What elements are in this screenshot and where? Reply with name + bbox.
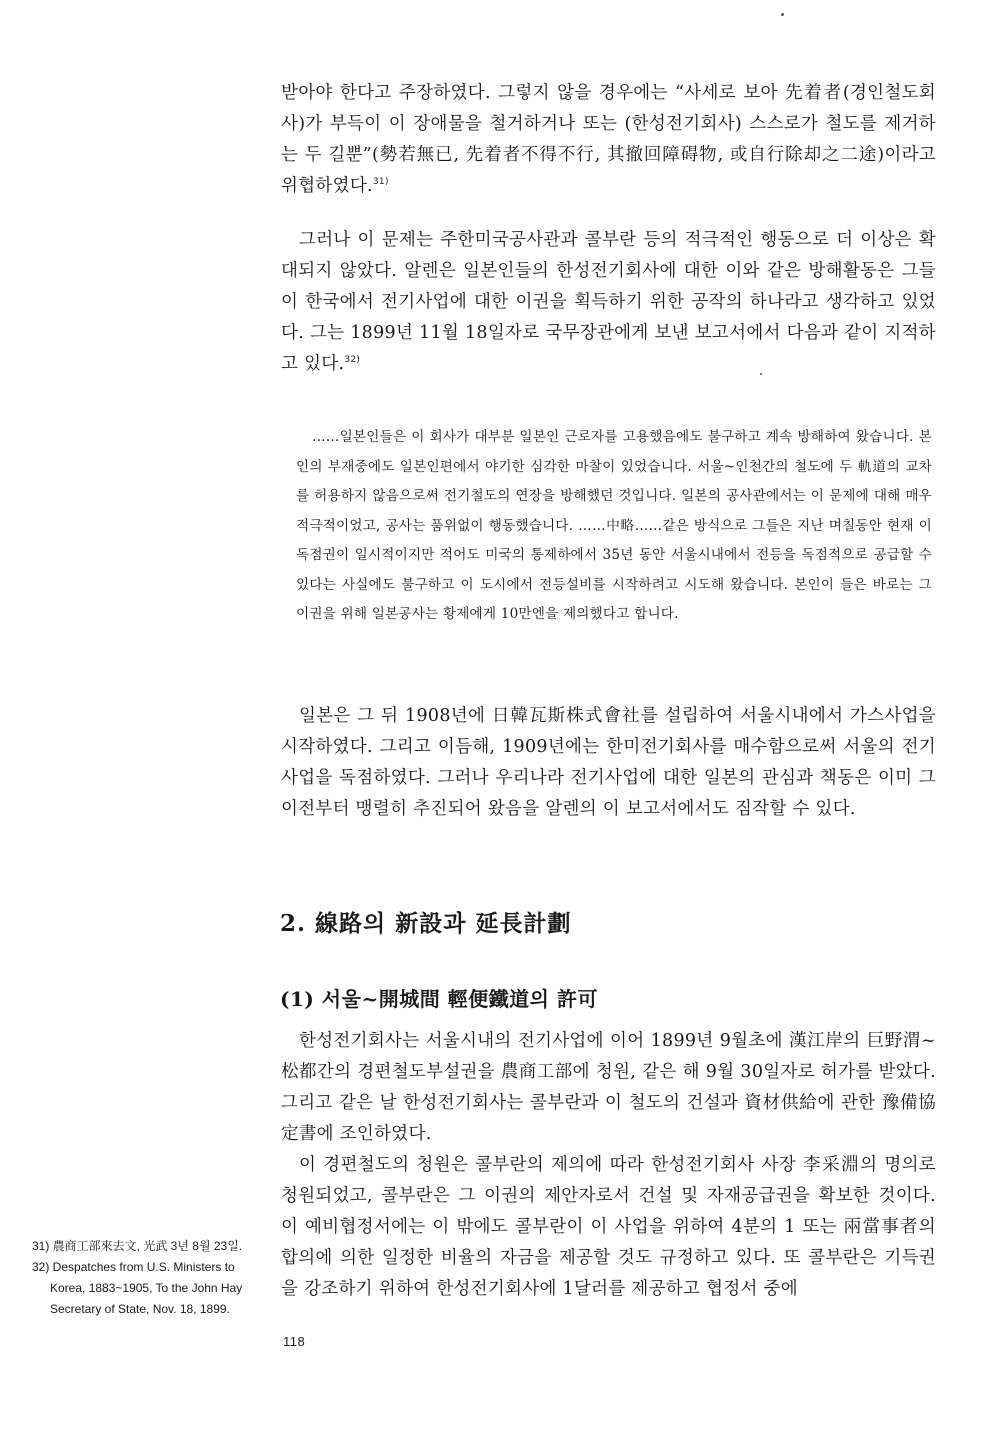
paragraph-1: 받아야 한다고 주장하였다. 그렇지 않을 경우에는 “사세로 보아 先着者(경인철도회사)가 부득이 이 장애물을 철거하거나 또는 (한성전기회사) 스스로가 철도를 제거하는 두 길뿐”(勢若無已, 先着者不得不行, 其撤回障碍物, 或自行除却之二途)이라고 위협하였다.$^{31)}$ [281,83,936,196]
scan-speck [760,373,762,375]
paragraph-4: 한성전기회사는 서울시내의 전기사업에 이어 1899년 9월초에 漢江岸의 巨野渭~松都간의 경편철도부설권을 農商工部에 청원, 같은 해 9월 30일자로 허가를 받았다. 그리고 같은 날 한성전기회사는 콜부란과 이 철도의 건설과 資材供給에 관한 豫備協定書에 조인하였다. [281,1031,936,1144]
block-quote: ……일본인들은 이 회사가 대부분 일본인 근로자를 고용했음에도 불구하고 계속 방해하여 왔습니다. 본인의 부재중에도 일본인편에서 야기한 심각한 마찰이 있었습니다. 서울~인천간의 철도에 두 軌道의 교차를 허용하지 않음으로써 전기철도의 연장을 방해했던 것입니다. 일본의 공사관에서는 이 문제에 대해 매우 적극적이었고, 공사는 품위없이 행동했습니다. ……中略……같은 방식으로 그들은 지난 며칠동안 현재 이 독점권이 일시적이지만 적어도 미국의 통제하에서 35년 동안 서울시내에서 전등을 독점적으로 공급할 수 있다는 사실에도 불구하고 이 도시에서 전등설비를 시작하려고 시도해 왔습니다. 본인이 들은 바로는 그 이권을 위해 일본공사는 황제에게 10만엔을 제의했다고 합니다. [296,429,932,622]
paragraph-2: 그러나 이 문제는 주한미국공사관과 콜부란 등의 적극적인 행동으로 더 이상은 확대되지 않았다. 알렌은 일본인들의 한성전기회사에 대한 이와 같은 방해활동은 그들이 한국에서 전기사업에 대한 이권을 획득하기 위한 공작의 하나라고 생각하고 있었다. 그는 1899년 11월 18일자로 국무장관에게 보낸 보고서에서 다음과 같이 지적하고 있다.$^{32)}$ [281,230,936,374]
scan-speck [781,13,784,16]
paragraph-5: 이 경편철도의 청원은 콜부란의 제의에 따라 한성전기회사 사장 李采淵의 명의로 청원되었고, 콜부란은 그 이권의 제안자로서 건설 및 자재공급권을 확보한 것이다. 이 예비협정서에는 이 밖에도 콜부란이 이 사업을 위하여 4분의 1 또는 兩當事者의 합의에 의한 일정한 비율의 자금을 제공할 것도 규정하고 있다. 또 콜부란은 기득권을 강조하기 위하여 한성전기회사에 1달러를 제공하고 협정서 중에 [281,1155,936,1299]
footnote-32: 32) Despatches from U.S. Ministers to Korea, 1883~1905, To the John Hay Secretary of State, Nov. 18, 1899. [32,1260,243,1316]
footnote-ref-32: 32) [344,355,361,366]
footnotes [32,1236,264,1320]
subsection-heading: (1) 서울~開城間 輕便鐵道의 許可 [280,987,598,1011]
paragraph-3: 일본은 그 뒤 1908년에 日韓瓦斯株式會社를 설립하여 서울시내에서 가스사업을 시작하였다. 그리고 이듬해, 1909년에는 한미전기회사를 매수함으로써 서울의 전기사업을 독점하였다. 그러나 우리나라 전기사업에 대한 일본의 관심과 책동은 이미 그 이전부터 맹렬히 추진되어 왔음을 알렌의 이 보고서에서도 짐작할 수 있다. [281,706,936,819]
footnote-ref-31: 31) [372,177,389,188]
section-heading: 2. 線路의 新設과 延長計劃 [280,910,572,937]
page-number: 118 [283,1334,306,1349]
footnote-31: 31) 農商工部來去文, 光武 3년 8월 23일. [32,1239,243,1253]
